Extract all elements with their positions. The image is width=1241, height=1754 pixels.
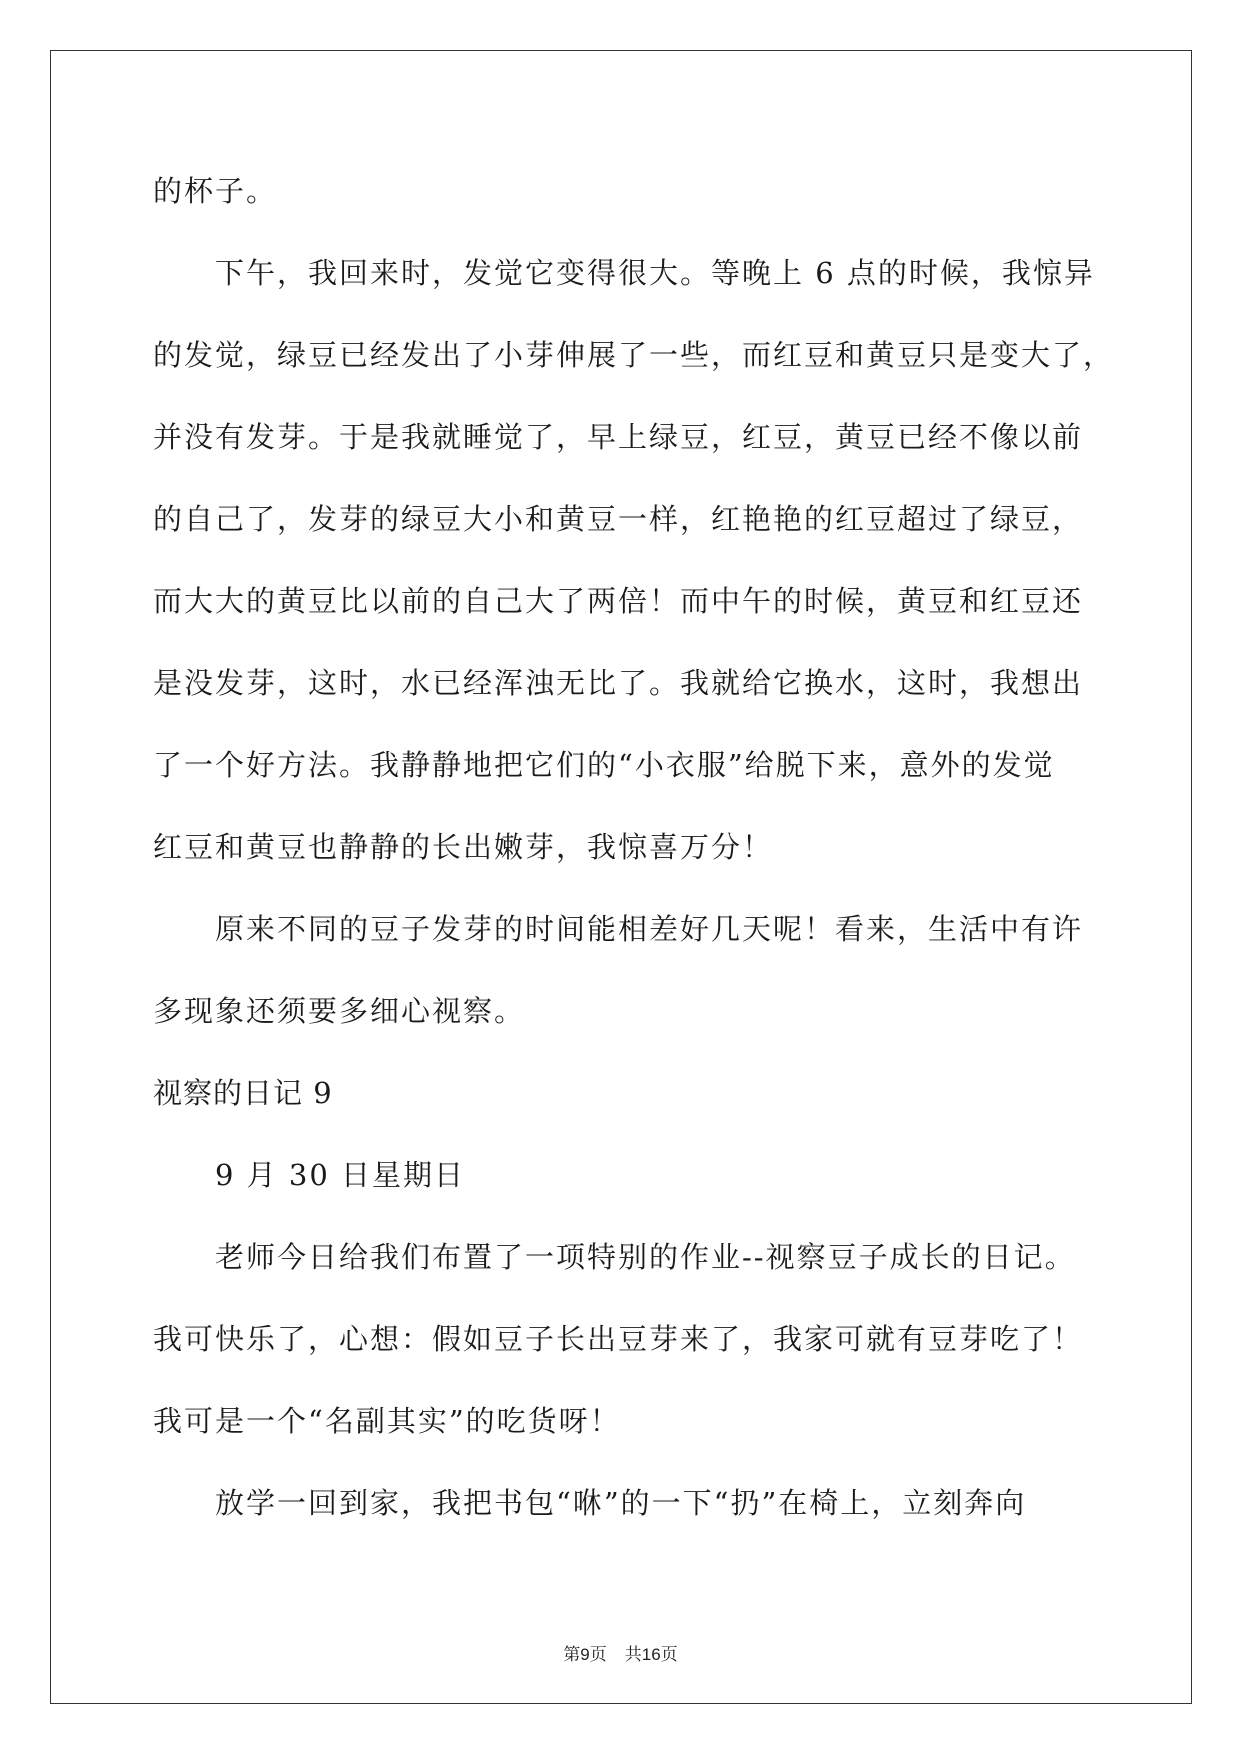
page-footer <box>0 1640 1241 1665</box>
text-line-10: 原来不同的豆子发芽的时间能相差好几天呢！看来，生活中有许 <box>215 912 1084 946</box>
text-line-2: 下午，我回来时，发觉它变得很大。等晚上 6 点的时候，我惊异 <box>215 256 1095 290</box>
total-pages: 16 <box>641 1645 661 1664</box>
text-line-1: 的杯子。 <box>153 174 278 208</box>
text-line-14: 老师今日给我们布置了一项特别的作业--视察豆子成长的日记。 <box>215 1240 1076 1274</box>
page-prefix: 第 <box>563 1645 581 1665</box>
text-line-4: 并没有发芽。于是我就睡觉了，早上绿豆，红豆，黄豆已经不像以前 <box>153 420 1084 454</box>
text-line-17: 放学一回到家，我把书包“咻”的一下“扔”在椅上，立刻奔向 <box>215 1486 1027 1520</box>
text-line-3: 的发觉，绿豆已经发出了小芽伸展了一些，而红豆和黄豆只是变大了， <box>153 338 1115 372</box>
text-line-7: 是没发芽，这时，水已经浑浊无比了。我就给它换水，这时，我想出 <box>153 666 1084 700</box>
total-suffix: 页 <box>660 1645 678 1665</box>
text-line-8: 了一个好方法。我静静地把它们的“小衣服”给脱下来，意外的发觉 <box>153 748 1055 782</box>
text-line-5: 的自己了，发芽的绿豆大小和黄豆一样，红艳艳的红豆超过了绿豆， <box>153 502 1084 536</box>
document-body <box>153 162 1115 1556</box>
text-line-16: 我可是一个“名副其实”的吃货呀！ <box>153 1404 621 1438</box>
page-suffix: 页 <box>589 1645 607 1665</box>
text-line-11: 多现象还须要多细心视察。 <box>153 994 526 1028</box>
section-heading: 视察的日记 9 <box>153 1076 333 1110</box>
diary-date: 9 月 30 日星期日 <box>215 1158 466 1192</box>
page-number: 9 <box>580 1645 590 1664</box>
text-line-6: 而大大的黄豆比以前的自己大了两倍！而中午的时候，黄豆和红豆还 <box>153 584 1084 618</box>
text-line-9: 红豆和黄豆也静静的长出嫩芽，我惊喜万分！ <box>153 830 774 864</box>
text-line-15: 我可快乐了，心想：假如豆子长出豆芽来了，我家可就有豆芽吃了！ <box>153 1322 1084 1356</box>
total-prefix: 共 <box>624 1645 642 1665</box>
